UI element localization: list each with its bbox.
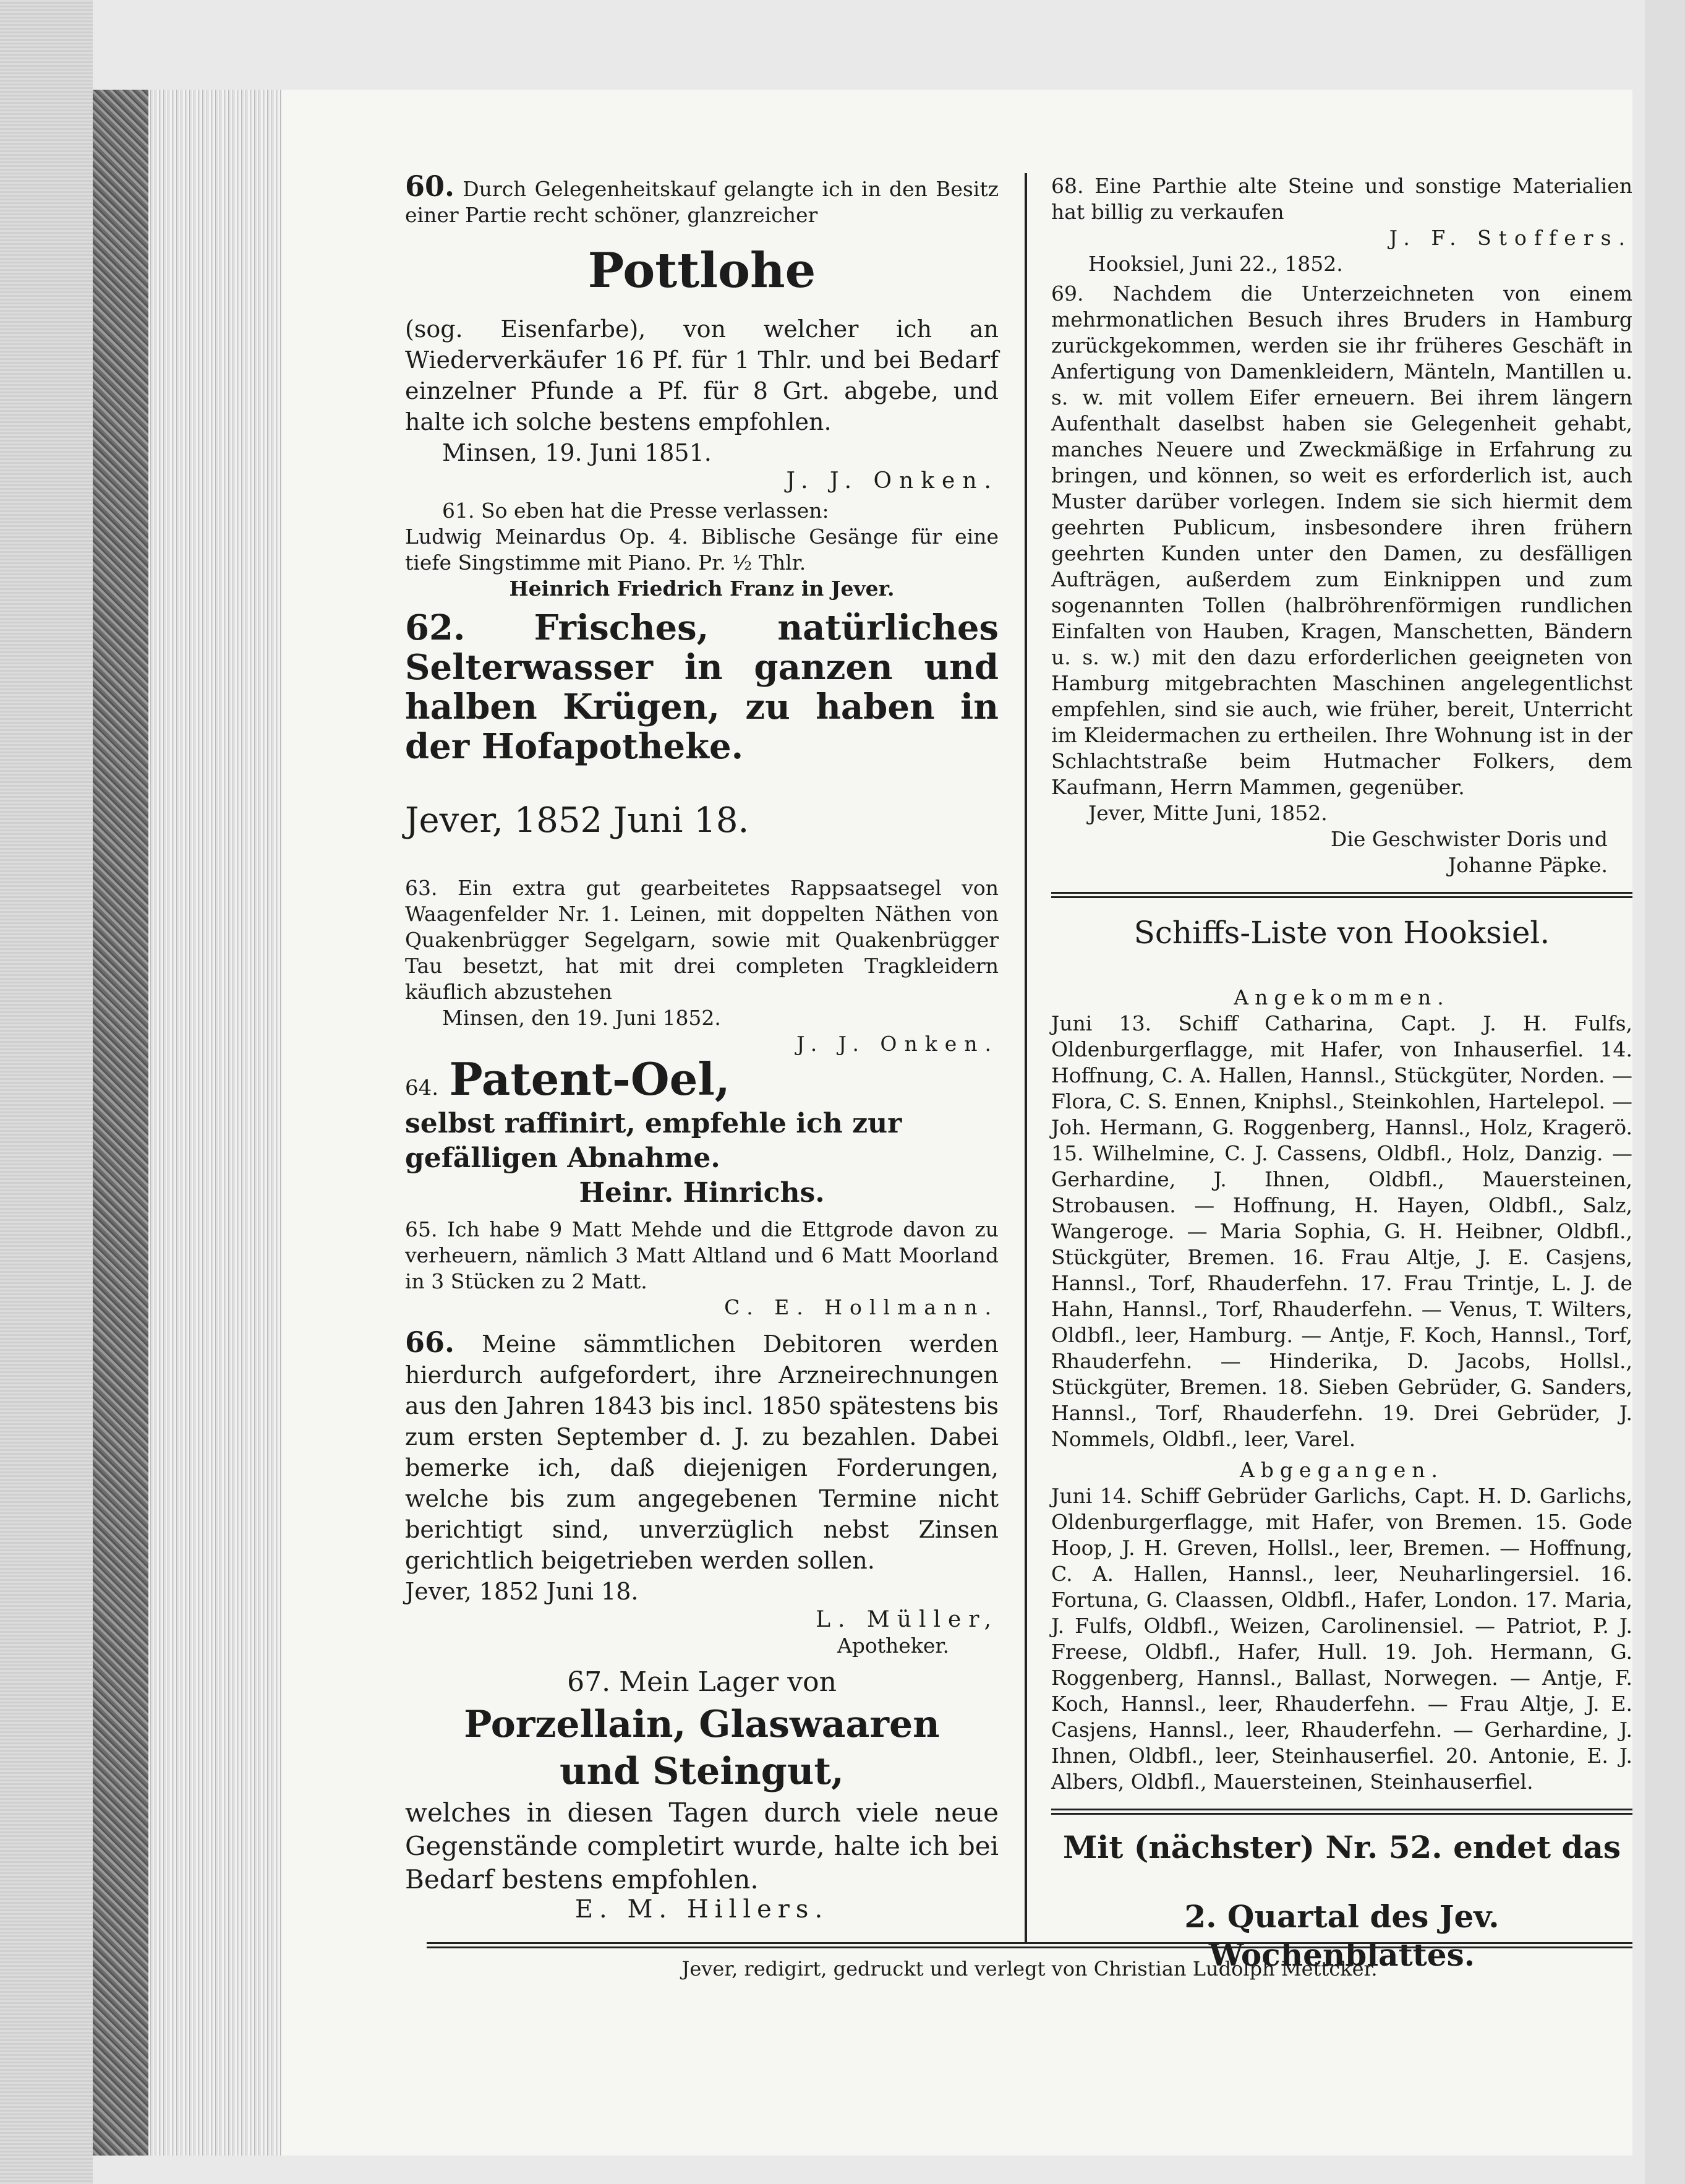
ad-67-signature: E. M. Hillers. (574, 1895, 829, 1924)
ad-60-body: (sog. Eisenfarbe), von welcher ich an Wiederverkäufer 16 Pf. für 1 Thlr. und bei Bedarf einzelner Pfunde a Pf. für 8 Grt. abgebe, und halte ich solche bestens empfohlen. (405, 315, 999, 435)
footer (427, 1942, 1632, 1981)
column-divider (1025, 173, 1027, 1942)
notice-line-2: 2. Quartal des Jev. Wochenblattes. (1184, 1898, 1499, 1973)
shiplist-arrived-text: Juni 13. Schiff Catharina, Capt. J. H. Fulfs, Oldenburgerflagge, mit Hafer, von Inhauserfiel. 14. Hoffnung, C. A. Hallen, Hannsl., Stückgüter, Norden. — Flora, C. S. Ennen, Kniphsl., Steinkohlen, Hartelepol. — Joh. Hermann, G. Roggenberg, Hannsl., Holz, Kragerö. 15. Wilhelmine, C. J. Cassens, Oldbfl., Holz, Danzig. — Gerhardine, J. Ihnen, Oldbfl., Mauersteinen, Strobausen. — Hoffnung, H. Hayen, Oldbfl., Salz, Wangeroge. — Maria Sophia, G. H. Heibner, Oldbfl., Stückgüter, Bremen. 16. Frau Altje, J. E. Casjens, Hannsl., Torf, Rhauderfehn. 17. Frau Trintje, L. J. de Hahn, Hannsl., Torf, Rhauderfehn. — Venus, T. Wilters, Oldbfl., leer, Hamburg. — Antje, F. Koch, Hannsl., Torf, Rhauderfehn. — Hinderika, D. Jacobs, Hollsl., Stückgüter, Bremen. 18. Sieben Gebrüder, G. Sanders, Hannsl., Torf, Rhauderfehn. 19. Drei Gebrüder, J. Nommels, Oldbfl., leer, Varel. (1051, 1011, 1632, 1451)
double-rule (1051, 892, 1632, 898)
left-column (405, 169, 999, 1924)
ad-64-headline: 64. Patent-Oel, (405, 1053, 730, 1105)
ad-65-text: 65. Ich habe 9 Matt Mehde und die Ettgrode davon zu verheuern, nämlich 3 Matt Altland und 6 Matt Moorland in 3 Stücken zu 2 Matt. (405, 1217, 999, 1293)
footer-rule (427, 1942, 1632, 1948)
ad-69-signature-1: Die Geschwister Doris und (1330, 827, 1608, 851)
page-edges (148, 90, 281, 2156)
ad-67-headline1: Porzellain, Glaswaaren (464, 1703, 940, 1746)
ad-67-text: welches in diesen Tagen durch viele neue Gegenstände completirt wurde, halte ich bei Bedarf bestens empfohlen. (405, 1797, 999, 1895)
ad-68-date: Hooksiel, Juni 22., 1852. (1088, 252, 1343, 276)
ad-68-text: 68. Eine Parthie alte Steine und sonstige Materialien hat billig zu verkaufen (1051, 174, 1632, 224)
ad-62-date: Jever, 1852 Juni 18. (405, 800, 749, 841)
ad-64-text: selbst raffinirt, empfehle ich zur gefälligen Abnahme. (405, 1108, 902, 1174)
shiplist-arrived-heading: Angekommen. (1234, 985, 1450, 1009)
ad-64-signature: Heinr. Hinrichs. (579, 1177, 825, 1209)
ad-66-signature: L. Müller, (816, 1607, 999, 1632)
ad-69-date: Jever, Mitte Juni, 1852. (1088, 801, 1328, 825)
ad-67-headline2: und Steingut, (560, 1750, 844, 1793)
ad-69-text: 69. Nachdem die Unterzeichneten von einem mehrmonatlichen Besuch ihres Bruders in Hamburg zurückgekommen, werden sie ihr früheres Geschäft in Anfertigung von Damenkleidern, Mänteln, Mantillen u. s. w. mit vollem Eifer erneuern. Bei ihrem längern Aufenthalt daselbst haben sie Gelegenheit gehabt, manches Neuere und Zweckmäßige in Erfahrung zu bringen, und können, so weit es erforderlich ist, auch Muster darüber vorlegen. Indem sie sich hiermit dem geehrten Publicum, insbesondere ihren frühern geehrten Kunden unter den Damen, zu desfälligen Aufträgen, außerdem zum Einknippen und zum sogenannten Tollen (halbröhrenförmigen rundlichen Einfalten von Hauben, Kragen, Manschetten, Bändern u. s. w.) mit den dazu erforderlichen geeigneten von Hamburg mitgebrachten Maschinen angelegentlichst empfehlen, sind sie auch, wie früher, bereit, Unterricht im Kleidermachen zu ertheilen. Ihre Wohnung ist in der Schlachtstraße beim Hutmacher Folkers, dem Kaufmann, Herrn Mammen, gegenüber. (1051, 281, 1632, 799)
ad-69-signature-2: Johanne Päpke. (1448, 853, 1608, 877)
shiplist-departed-text: Juni 14. Schiff Gebrüder Garlichs, Capt. H. D. Garlichs, Oldenburgerflagge, mit Hafer, von Bremen. 15. Gode Hoop, J. H. Greven, Hollsl., leer, Bremen. — Hoffnung, C. A. Hallen, Hannsl., leer, Neuharlingersiel. 16. Fortuna, G. Claassen, Oldbfl., Hafer, London. 17. Maria, J. Fulfs, Oldbfl., Weizen, Carolinensiel. — Patriot, P. J. Freese, Oldbfl., Hafer, Hull. 19. Joh. Hermann, G. Roggenberg, Hannsl., Ballast, Norwegen. — Antje, F. Koch, Hannsl., leer, Rhauderfehn. — Frau Altje, J. E. Casjens, Hannsl., leer, Rhauderfehn. — Gerhardine, J. Ihnen, Oldbfl., leer, Steinhauserfiel. 20. Antonie, E. J. Albers, Oldbfl., Mauersteinen, Steinhauserfiel. (1051, 1484, 1632, 1794)
ad-63-date: Minsen, den 19. Juni 1852. (442, 1006, 721, 1030)
book-spine (0, 0, 93, 2184)
double-rule (1051, 1809, 1632, 1815)
ad-66-date: Jever, 1852 Juni 18. (405, 1578, 639, 1605)
ad-66-title: Apotheker. (837, 1634, 949, 1658)
ad-61-line1: 61. So eben hat die Presse verlassen: (442, 499, 829, 523)
ad-61-line3: Heinrich Friedrich Franz in Jever. (509, 576, 895, 601)
right-column (1051, 173, 1632, 2005)
ad-62-text: 62. Frisches, natürliches Selterwasser in ganzen und halben Krügen, zu haben in der Hofapotheke. (405, 607, 999, 767)
ad-68-signature: J. F. Stoffers. (1389, 226, 1632, 250)
ad-60-signature: J. J. Onken. (786, 468, 999, 494)
ad-67-line1: 67. Mein Lager von (567, 1666, 837, 1698)
ad-61-line2: Ludwig Meinardus Op. 4. Biblische Gesänge für eine tiefe Singstimme mit Piano. Pr. ½ Thlr. (405, 525, 999, 575)
ad-60-date: Minsen, 19. Juni 1851. (442, 439, 712, 466)
ad-66-text: 66. Meine sämmtlichen Debitoren werden hierdurch aufgefordert, ihre Arzneirechnungen aus den Jahren 1843 bis incl. 1850 spätestens bis zum ersten September d. J. zu bezahlen. Dabei bemerke ich, daß diejenigen Forderungen, welche bis zum angegebenen Termine nicht berichtigt sind, unverzüglich nebst Zinsen gerichtlich beigetrieben werden sollen. (405, 1325, 999, 1574)
ad-63-text: 63. Ein extra gut gearbeitetes Rappsaatsegel von Waagenfelder Nr. 1. Leinen, mit doppelten Näthen von Quakenbrügger Segelgarn, sowie mit Quakenbrügger Tau besetzt, hat mit drei completen Tragkleidern käuflich abzustehen (405, 876, 999, 1004)
ad-63-signature: J. J. Onken. (796, 1032, 999, 1056)
ad-65-signature: C. E. Hollmann. (724, 1295, 999, 1319)
shiplist-title: Schiffs-Liste von Hooksiel. (1133, 915, 1550, 951)
ad-60-intro: 60. Durch Gelegenheitskauf gelangte ich in den Besitz einer Partie recht schöner, glanzreicher (405, 169, 999, 227)
page-gutter (1645, 0, 1685, 2184)
shiplist-departed-heading: Abgegangen. (1239, 1458, 1444, 1482)
book-cover-edge (93, 90, 150, 2156)
ad-60-headline: Pottlohe (587, 242, 816, 299)
footer-imprint: Jever, redigirt, gedruckt und verlegt von Christian Ludolph Mettcker. (681, 1957, 1378, 1981)
notice-line-1: Mit (nächster) Nr. 52. endet das (1062, 1829, 1621, 1865)
